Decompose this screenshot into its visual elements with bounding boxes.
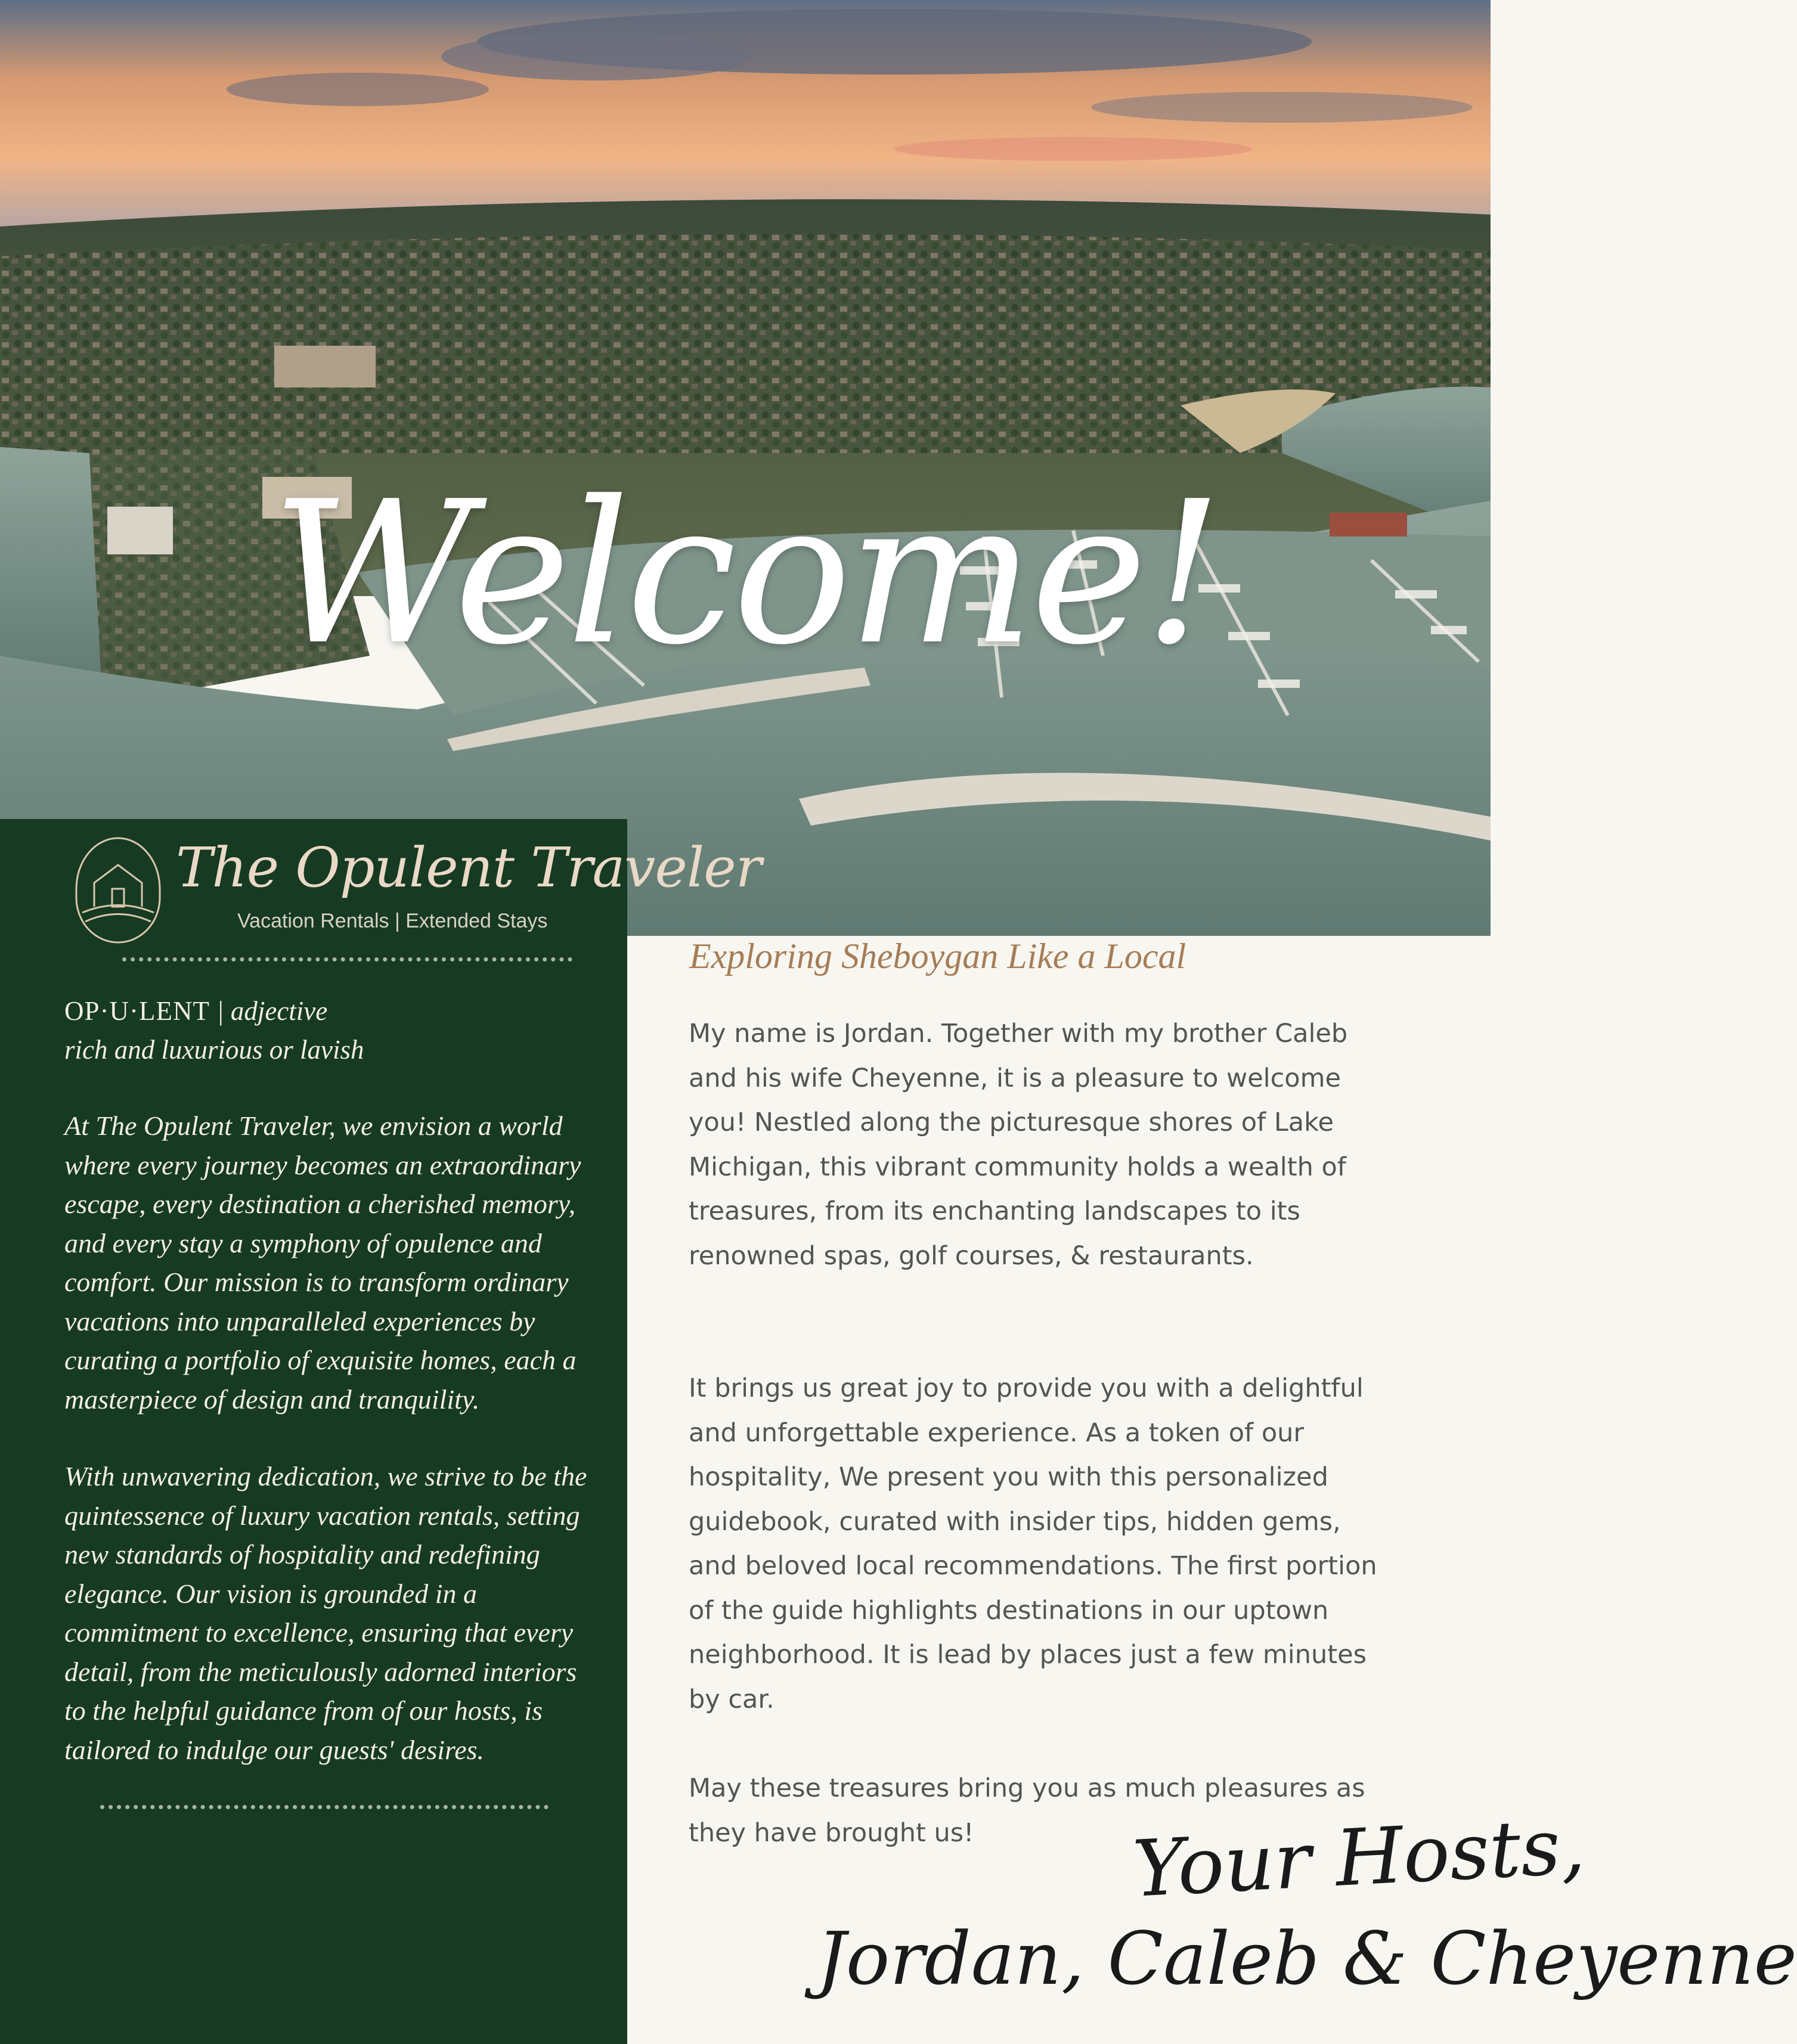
house-in-arch-emblem-icon <box>70 832 166 945</box>
brand-tagline: Vacation Rentals | Extended Stays <box>237 910 548 932</box>
signature-your-hosts: Your Hosts, <box>1130 1800 1588 1915</box>
definition-part-of-speech: | adjective <box>216 996 328 1026</box>
brand-name: The Opulent Traveler <box>176 836 761 900</box>
welcome-heading: Welcome! <box>271 459 1219 688</box>
guidebook-paragraph: It brings us great joy to provide you with a delightful and unforgettable experience. As a token of our hospitality, We present you with this personalized guidebook, curated with insider tips, hidden gems, and beloved local recommendations. The first portion of the guide highlights destinations in our uptown neighborhood. It is lead by places just a few minutes by car. <box>689 1373 1377 1714</box>
closing-paragraph: May these treasures bring you as much pleasures as they have brought us! <box>689 1773 1365 1848</box>
dotted-divider-top <box>122 957 572 961</box>
dotted-divider-bottom <box>100 1805 549 1809</box>
signature-host-names: Jordan, Caleb & Cheyenne <box>817 1916 1797 2001</box>
hero-aerial-photo <box>0 0 1491 936</box>
mission-paragraph: At The Opulent Traveler, we envision a world where every journey becomes an extraordinary escape, every destination a cherished memory, and every stay a symphony of opulence and comfort. Our mission is to transform ordinary vacations into unparalleled experiences by curating a portfolio of exquisite homes, each a masterpiece of design and tranquility. <box>64 1111 581 1415</box>
intro-paragraph: My name is Jordan. Together with my brother Caleb and his wife Cheyenne, it is a pleasure to welcome you! Nestled along the picturesque shores of Lake Michigan, this vibrant community holds a wealth of treasures, from its enchanting landscapes to its renowned spas, golf courses, & restaurants. <box>689 1019 1348 1271</box>
section-heading: Exploring Sheboygan Like a Local <box>689 936 1186 976</box>
definition-meaning: rich and luxurious or lavish <box>64 1035 364 1065</box>
brand-panel <box>0 819 761 2044</box>
definition-block <box>64 992 589 1069</box>
vision-paragraph: With unwavering dedication, we strive to be the quintessence of luxury vacation rentals, setting new standards of hospitality and redefining elegance. Our vision is grounded in a commitment to excellence, ensuring that every detail, from the meticulously adorned interiors to the helpful guidance from of our hosts, is tailored to indulge our guests' desires. <box>64 1461 587 1765</box>
definition-word: OP·U·LENT <box>64 996 210 1026</box>
